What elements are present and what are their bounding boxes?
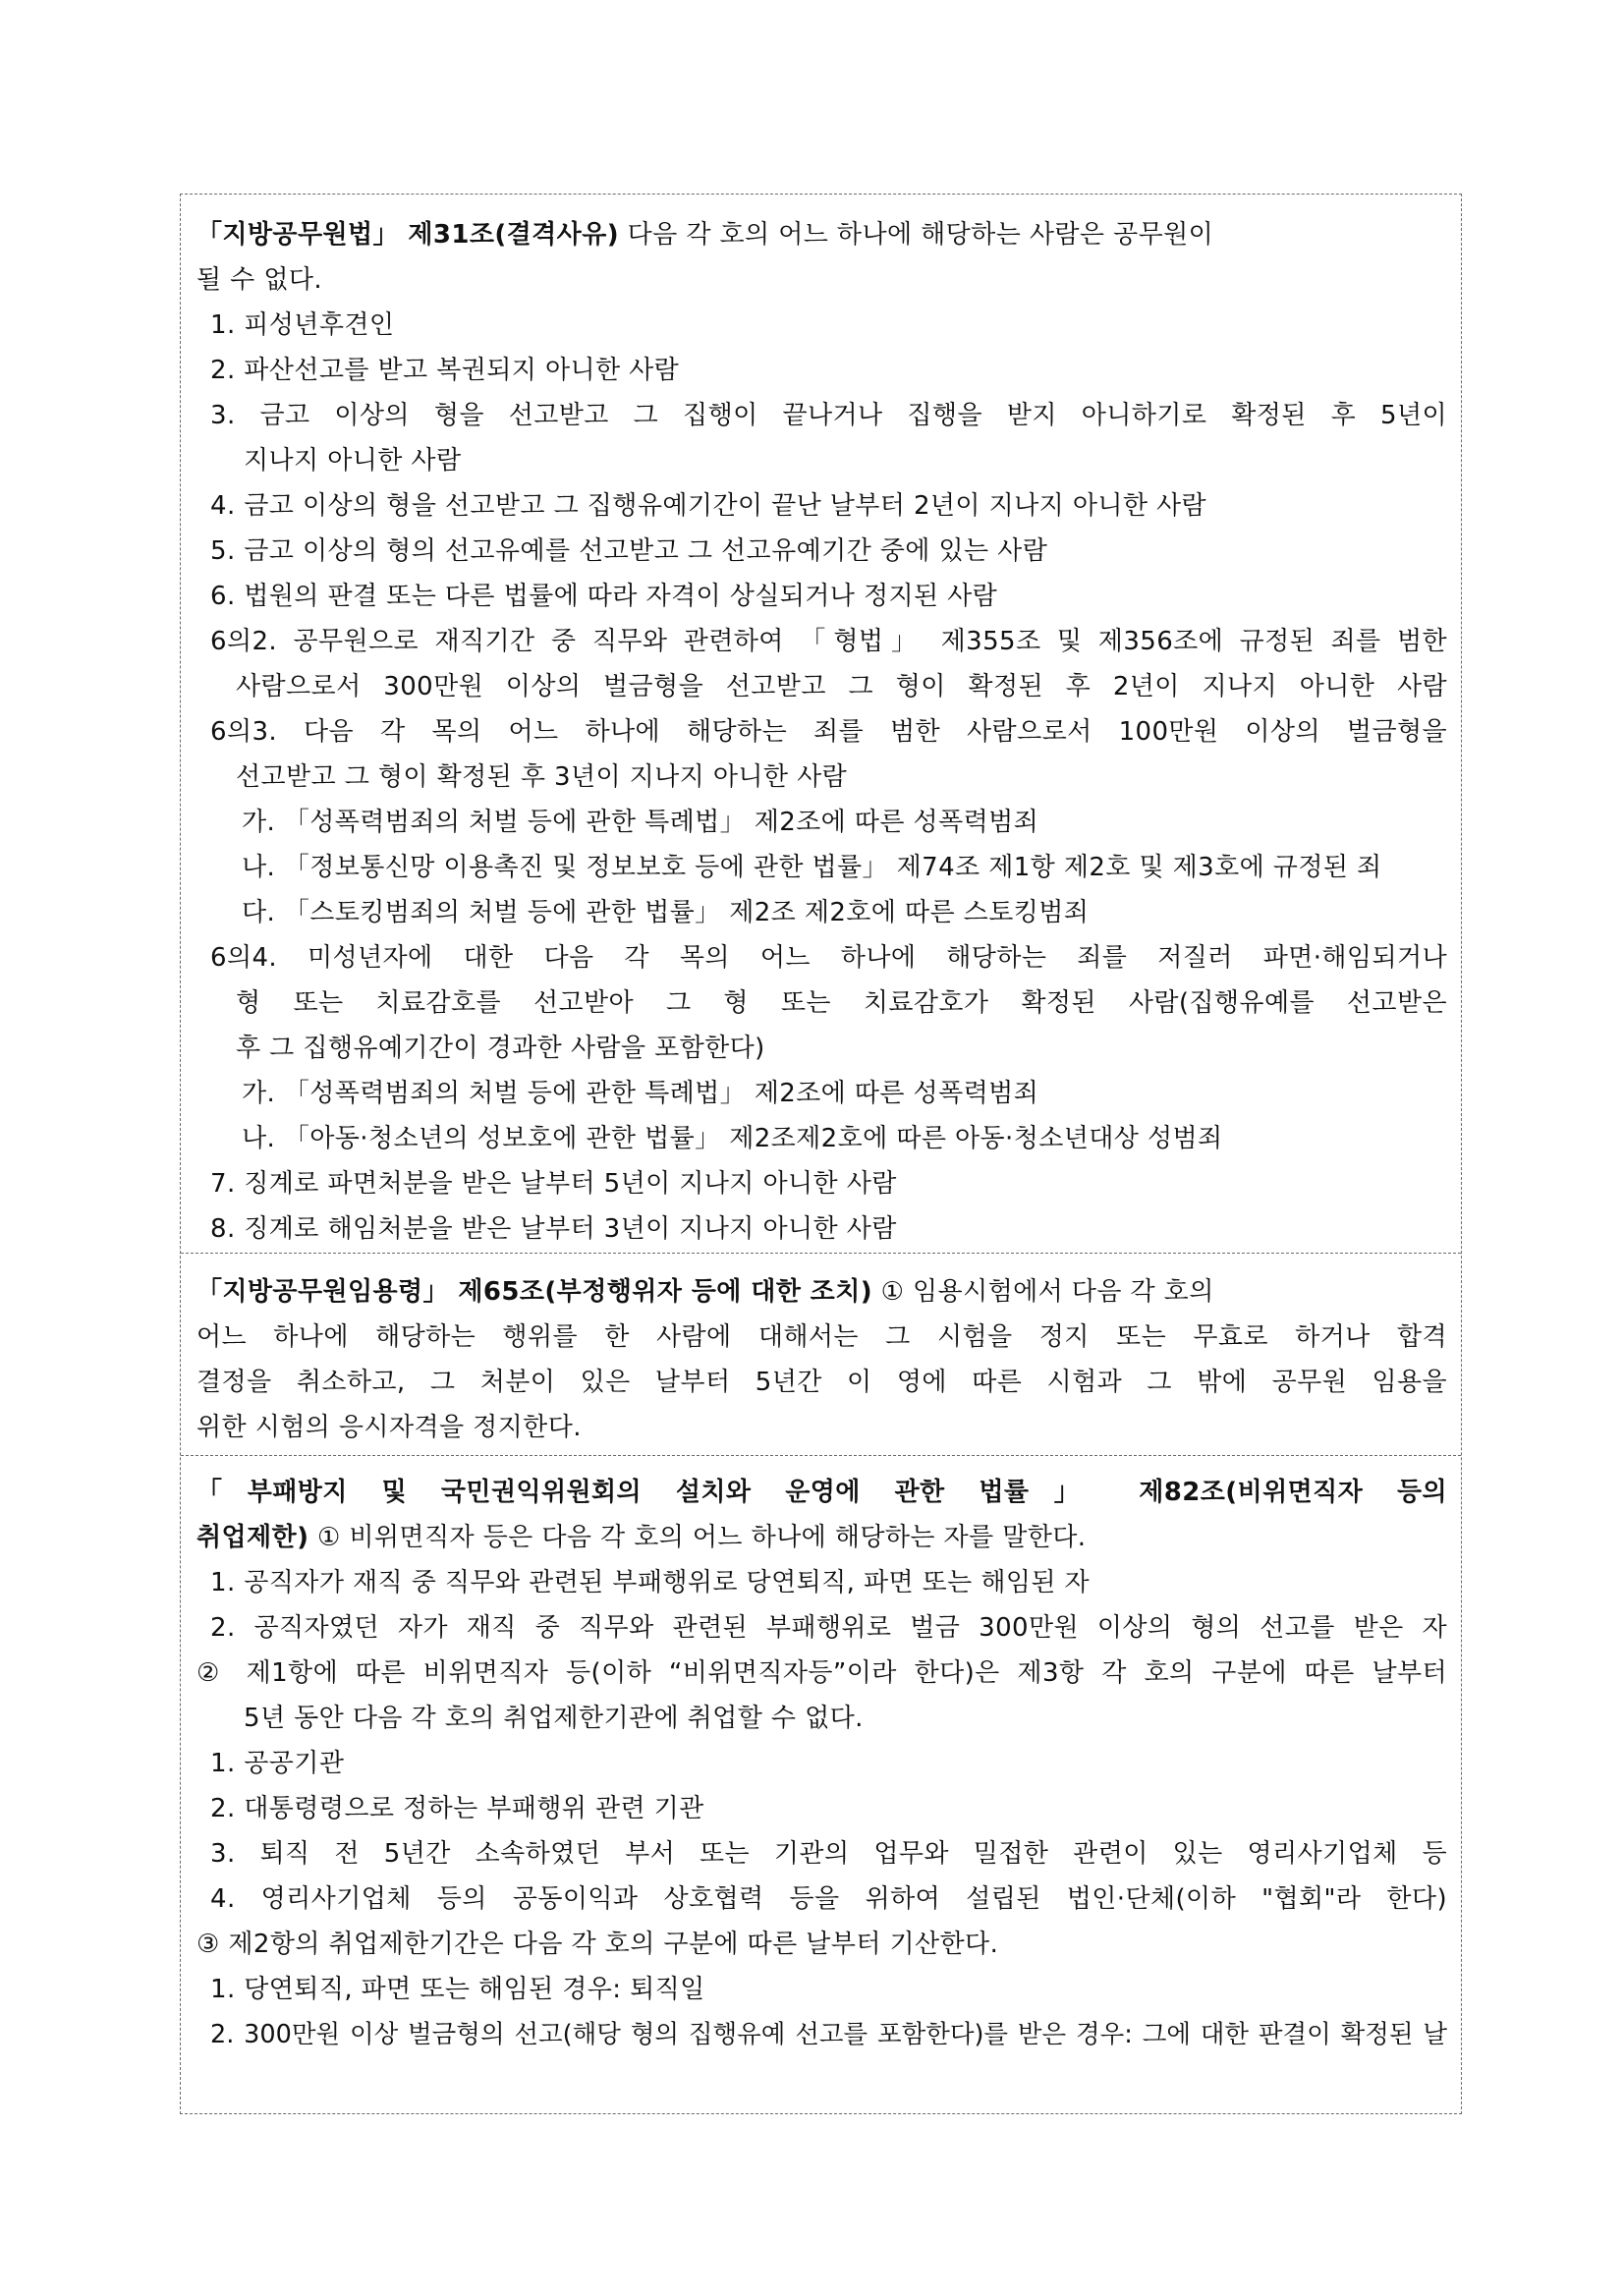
section-heading-line	[196, 212, 1447, 257]
sub-item: 다. 「스토킹범죄의 처벌 등에 관한 법률」 제2조 제2호에 따른 스토킹범죄	[242, 898, 1090, 927]
paragraph-item: ② 제1항에 따른 비위면직자 등(이하 “비위면직자등”이라 한다)은 제3항 각 호의 구분에 따른 날부터	[196, 1658, 1447, 1688]
list-item-cont: 후 그 집행유예기간이 경과한 사람을 포함한다)	[236, 1034, 765, 1063]
list-item-cont: 형 또는 치료감호를 선고받아 그 형 또는 치료감호가 확정된 사람(집행유예를 선고받은	[236, 988, 1447, 1018]
list-item: 3. 금고 이상의 형을 선고받고 그 집행이 끝나거나 집행을 받지 아니하기로 확정된 후 5년이	[210, 401, 1447, 430]
list-item: 1. 공직자가 재직 중 직무와 관련된 부패행위로 당연퇴직, 파면 또는 해임된 자	[210, 1568, 1091, 1597]
section-intro: 다음 각 호의 어느 하나에 해당하는 사람은 공무원이	[619, 220, 1214, 250]
list-item: 2. 공직자였던 자가 재직 중 직무와 관련된 부패행위로 벌금 300만원 이상의 형의 선고를 받은 자	[210, 1613, 1447, 1643]
section-heading-line	[196, 1515, 1447, 1560]
section-heading: 「지방공무원법」 제31조(결격사유)	[196, 220, 619, 250]
list-item: 2. 파산선고를 받고 복권되지 아니한 사람	[210, 356, 680, 385]
list-item: 2. 대통령령으로 정하는 부패행위 관련 기관	[210, 1794, 704, 1823]
paragraph-item: ③ 제2항의 취업제한기간은 다음 각 호의 구분에 따른 날부터 기산한다.	[196, 1930, 999, 1959]
section-heading: 「지방공무원임용령」 제65조(부정행위자 등에 대한 조치)	[196, 1277, 872, 1307]
sub-item: 가. 「성폭력범죄의 처벌 등에 관한 특례법」 제2조에 따른 성폭력범죄	[242, 808, 1039, 837]
list-item: 1. 피성년후견인	[210, 310, 395, 340]
section-heading-line	[196, 1269, 1447, 1315]
list-item: 2. 300만원 이상 벌금형의 선고(해당 형의 집행유예 선고를 포함한다)를 받은 경우: 그에 대한 판결이 확정된 날	[210, 2020, 1447, 2049]
list-item: 3. 퇴직 전 5년간 소속하였던 부서 또는 기관의 업무와 밀접한 관련이 있는 영리사기업체 등	[210, 1839, 1447, 1869]
section-intro-cont: 될 수 없다.	[196, 265, 323, 295]
body-line: 결정을 취소하고, 그 처분이 있은 날부터 5년간 이 영에 따른 시험과 그 밖에 공무원 임용을	[196, 1368, 1447, 1397]
law-excerpt-box	[180, 194, 1462, 2114]
sub-item: 나. 「정보통신망 이용촉진 및 정보보호 등에 관한 법률」 제74조 제1항 제2호 및 제3호에 규정된 죄	[242, 853, 1382, 882]
list-item-cont: 사람으로서 300만원 이상의 벌금형을 선고받고 그 형이 확정된 후 2년이 지나지 아니한 사람	[236, 672, 1447, 701]
list-item: 4. 금고 이상의 형을 선고받고 그 집행유예기간이 끝난 날부터 2년이 지나지 아니한 사람	[210, 491, 1207, 521]
list-item: 6의2. 공무원으로 재직기간 중 직무와 관련하여 「형법」 제355조 및 제356조에 규정된 죄를 범한	[210, 627, 1447, 656]
section-heading-cont: 취업제한)	[196, 1523, 309, 1552]
list-item: 5. 금고 이상의 형의 선고유예를 선고받고 그 선고유예기간 중에 있는 사람	[210, 536, 1048, 566]
list-item: 7. 징계로 파면처분을 받은 날부터 5년이 지나지 아니한 사람	[210, 1169, 897, 1199]
section-anti-corruption-act-art82	[181, 1470, 1461, 2057]
sub-item: 나. 「아동·청소년의 성보호에 관한 법률」 제2조제2호에 따른 아동·청소년대상 성범죄	[242, 1124, 1223, 1153]
section-divider	[181, 1455, 1461, 1456]
list-item: 4. 영리사기업체 등의 공동이익과 상호협력 등을 위하여 설립된 법인·단체(이하 "협회"라 한다)	[210, 1884, 1447, 1914]
list-item: 6의3. 다음 각 목의 어느 하나에 해당하는 죄를 범한 사람으로서 100만원 이상의 벌금형을	[210, 717, 1447, 747]
list-item: 1. 공공기관	[210, 1749, 345, 1778]
sub-item: 가. 「성폭력범죄의 처벌 등에 관한 특례법」 제2조에 따른 성폭력범죄	[242, 1079, 1039, 1108]
section-divider	[181, 1253, 1461, 1254]
list-item: 8. 징계로 해임처분을 받은 날부터 3년이 지나지 아니한 사람	[210, 1214, 897, 1244]
section-local-public-officials-act-art31	[181, 212, 1461, 1252]
section-heading: 「부패방지 및 국민권익위원회의 설치와 운영에 관한 법률」 제82조(비위면직자 등의	[196, 1478, 1447, 1507]
body-line: 위한 시험의 응시자격을 정지한다.	[196, 1413, 582, 1442]
list-item-cont: 선고받고 그 형이 확정된 후 3년이 지나지 아니한 사람	[236, 762, 848, 792]
section-intro: ① 비위면직자 등은 다음 각 호의 어느 하나에 해당하는 자를 말한다.	[308, 1523, 1087, 1552]
list-item: 6. 법원의 판결 또는 다른 법률에 따라 자격이 상실되거나 정지된 사람	[210, 582, 998, 611]
list-item-cont: 지나지 아니한 사람	[244, 446, 462, 476]
paragraph-item-cont: 5년 동안 다음 각 호의 취업제한기관에 취업할 수 없다.	[244, 1704, 864, 1733]
body-line: 어느 하나에 해당하는 행위를 한 사람에 대해서는 그 시험을 정지 또는 무효로 하거나 합격	[196, 1322, 1447, 1352]
section-intro: ① 임용시험에서 다음 각 호의	[872, 1277, 1214, 1307]
list-item: 6의4. 미성년자에 대한 다음 각 목의 어느 하나에 해당하는 죄를 저질러 파면·해임되거나	[210, 943, 1447, 973]
list-item: 1. 당연퇴직, 파면 또는 해임된 경우: 퇴직일	[210, 1975, 705, 2004]
section-local-public-officials-appointment-decree-art65	[181, 1269, 1461, 1450]
